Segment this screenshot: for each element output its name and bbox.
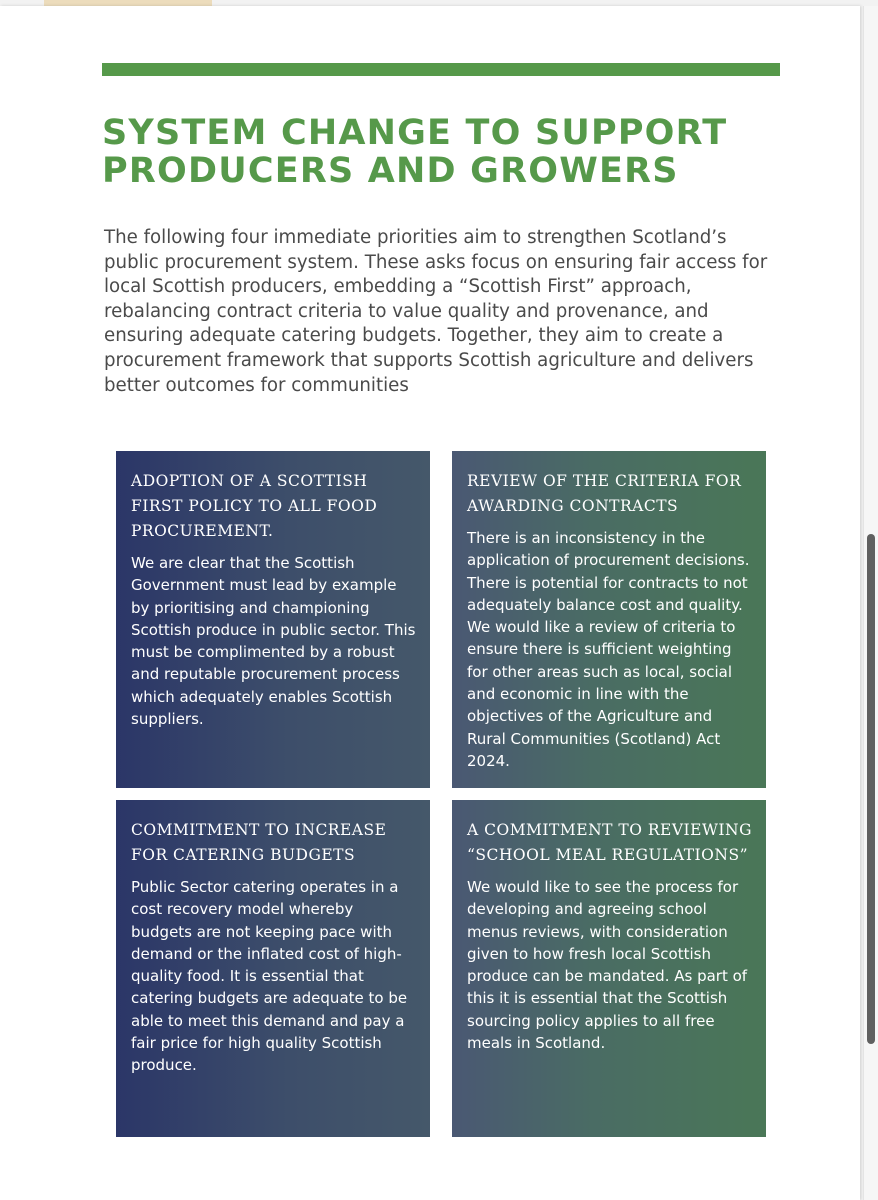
page-title: [102, 114, 802, 190]
priority-card-title: ADOPTION OF A SCOTTISH FIRST POLICY TO ALL FOOD PROCUREMENT.: [131, 472, 378, 540]
priority-card-scottish-first: [116, 451, 430, 788]
priority-card-text: We are clear that the Scottish Government must lead by example by prioritising and championing Scottish produce in public sector. This must be complimented by a robust and reputable procurement process which adequately enables Scottish suppliers.: [131, 554, 416, 729]
priority-card-title: A COMMITMENT TO REVIEWING “SCHOOL MEAL REGULATIONS”: [467, 821, 752, 864]
page-title-line-1: SYSTEM CHANGE TO SUPPORT: [102, 113, 728, 153]
priority-card-text: Public Sector catering operates in a cost recovery model whereby budgets are not keeping pace with demand or the inflated cost of high-quality food. It is essential that catering budgets are adequate to be able to meet this demand and pay a fair price for high quality Scottish produce.: [131, 878, 408, 1075]
scrollbar-thumb[interactable]: [867, 534, 875, 1044]
priority-card-title: COMMITMENT TO INCREASE FOR CATERING BUDGETS: [131, 821, 387, 864]
page-title-line-2: PRODUCERS AND GROWERS: [102, 151, 679, 191]
priority-card-school-meals: [452, 800, 766, 1137]
intro-paragraph: The following four immediate priorities aim to strengthen Scotland’s public procurement system. These asks focus on ensuring fair access for local Scottish producers, embedding a “Scottish First” approach, rebalancing contract criteria to value quality and provenance, and ensuring adequate catering budgets. Together, they aim to create a procurement framework that supports Scottish agriculture and delivers better outcomes for communities: [104, 227, 768, 396]
header-divider: [102, 63, 780, 76]
priority-card-contract-criteria: [452, 451, 766, 788]
priority-card-text: There is an inconsistency in the application of procurement decisions. There is potential for contracts to not adequately balance cost and quality. We would like a review of criteria to ensure there is sufficient weighting for other areas such as local, social and economic in line with the objectives of the Agriculture and Rural Communities (Scotland) Act 2024.: [467, 529, 750, 770]
priority-card-title: REVIEW OF THE CRITERIA FOR AWARDING CONTRACTS: [467, 472, 742, 515]
priority-card-catering-budgets: [116, 800, 430, 1137]
priority-card-text: We would like to see the process for developing and agreeing school menus reviews, with consideration given to how fresh local Scottish produce can be mandated. As part of this it is essential that the Scottish sourcing policy applies to all free meals in Scotland.: [467, 878, 748, 1053]
